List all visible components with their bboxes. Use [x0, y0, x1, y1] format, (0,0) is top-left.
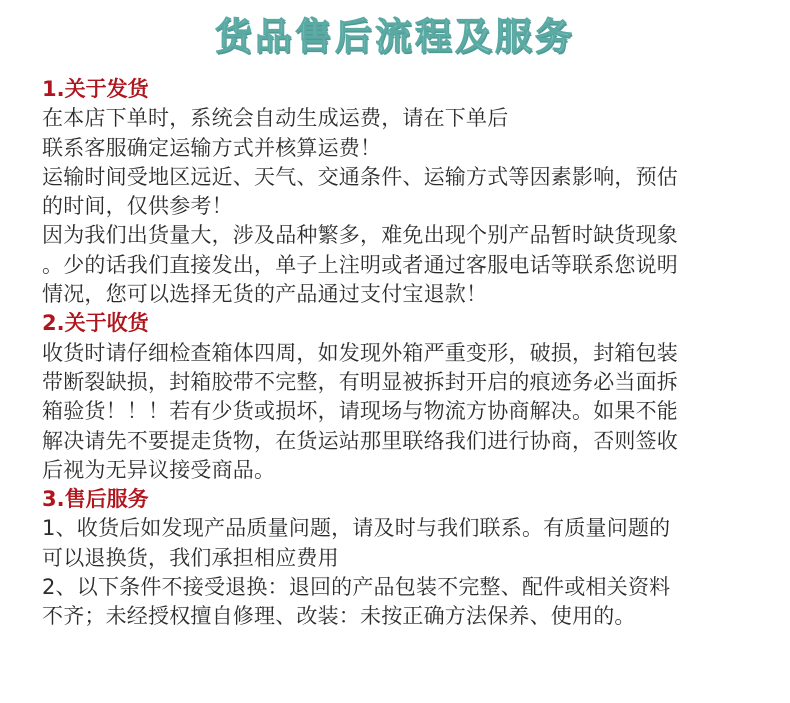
text-line: 可以退换货，我们承担相应费用 [42, 545, 339, 570]
text-line: 解决请先不要提走货物，在货运站那里联络我们进行协商，否则签收 [42, 428, 678, 453]
section-receiving [42, 309, 762, 485]
text-line: 箱验货！！！若有少货或损坏，请现场与物流方协商解决。如果不能 [42, 399, 678, 424]
section-shipping [42, 75, 762, 309]
text-line: 情况，您可以选择无货的产品通过支付宝退款！ [42, 282, 488, 307]
text-line: 2、以下条件不接受退换：退回的产品包装不完整、配件或相关资料 [42, 575, 671, 600]
text-line: 带断裂缺损，封箱胶带不完整，有明显被拆封开启的痕迹务必当面拆 [42, 369, 678, 394]
section-heading-receiving: 2.关于收货 [42, 311, 149, 336]
text-line: 在本店下单时，系统会自动生成运费，请在下单后 [42, 106, 509, 131]
text-line: 。少的话我们直接发出，单子上注明或者通过客服电话等联系您说明 [42, 252, 678, 277]
text-line: 运输时间受地区远近、天气、交通条件、运输方式等因素影响，预估 [42, 164, 678, 189]
section-after-sales [42, 485, 762, 631]
text-line: 收货时请仔细检查箱体四周，如发现外箱严重变形，破损，封箱包装 [42, 340, 678, 365]
after-sales-content [42, 75, 762, 632]
text-line: 后视为无异议接受商品。 [42, 457, 276, 482]
page-title: 货品售后流程及服务 [215, 15, 575, 58]
section-heading-after-sales: 3.售后服务 [42, 487, 149, 512]
text-line: 因为我们出货量大，涉及品种繁多，难免出现个别产品暂时缺货现象 [42, 223, 678, 248]
text-line: 不齐；未经授权擅自修理、改装：未按正确方法保养、使用的。 [42, 604, 636, 629]
text-line: 的时间，仅供参考！ [42, 194, 233, 219]
text-line: 联系客服确定运输方式并核算运费！ [42, 135, 382, 160]
section-heading-shipping: 1.关于发货 [42, 77, 149, 101]
text-line: 1、收货后如发现产品质量问题，请及时与我们联系。有质量问题的 [42, 516, 671, 541]
